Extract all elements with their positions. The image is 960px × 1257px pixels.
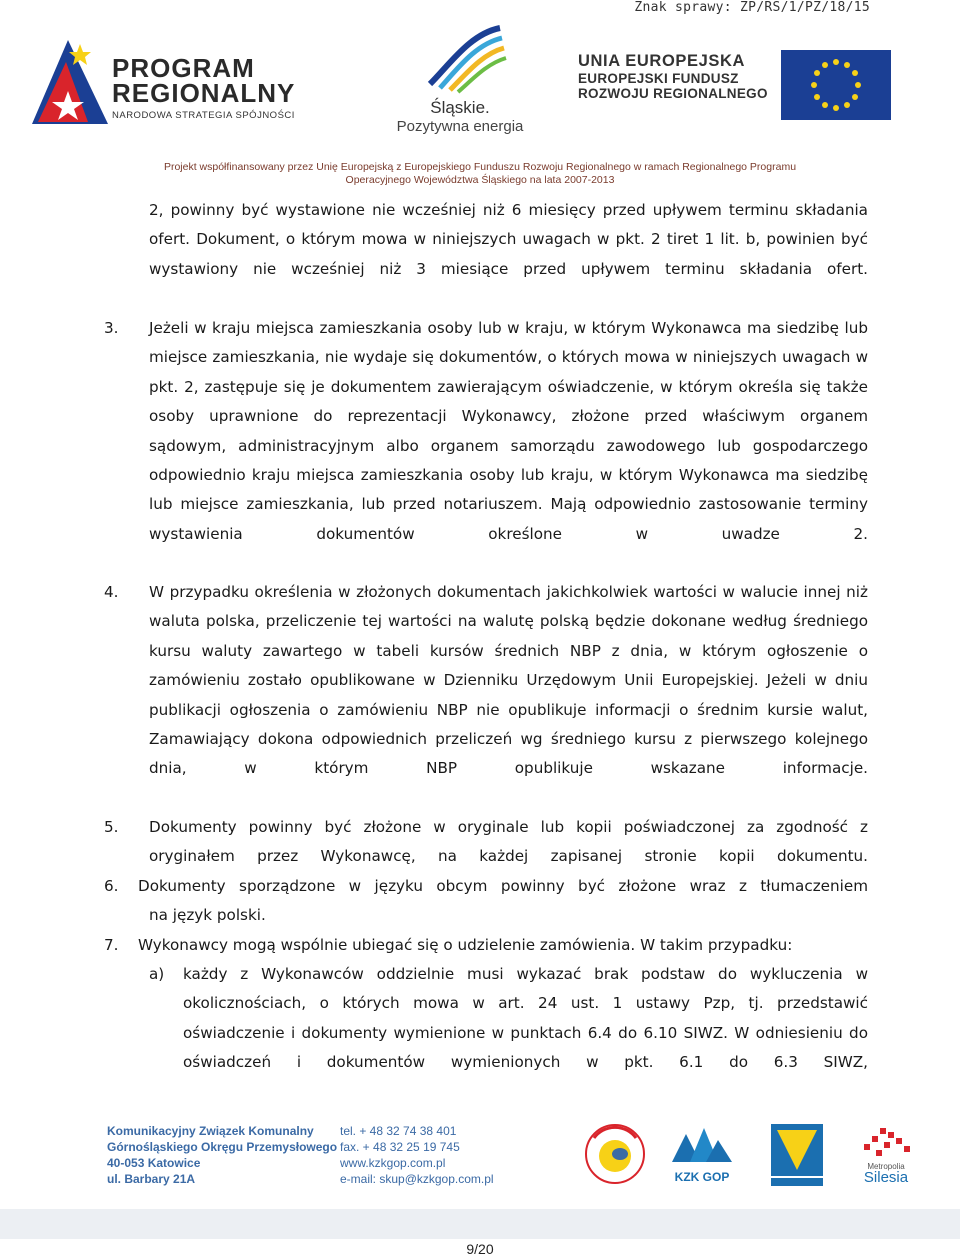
item-4-number: 4. [104, 583, 119, 601]
silesia-label: Silesia [863, 1169, 909, 1186]
eu-logo-line1: UNIA EUROPEJSKA [578, 52, 745, 70]
item-5-text: Dokumenty powinny być złożone w oryginale lub kopii poświadczonej za zgodność z oryginałem przez Wykonawcę, na każdej zapisanej stronie kopii dokumentu. [149, 818, 868, 866]
eu-logo-line3: ROZWOJU REGIONALNEGO [578, 86, 768, 101]
footer-org-line2: Górnośląskiego Okręgu Przemysłowego [107, 1140, 338, 1154]
footer-contact [340, 1123, 494, 1187]
program-title-line2: REGIONALNY [112, 78, 296, 108]
kzk-gop-label: KZK GOP [674, 1170, 730, 1184]
footer-org-line3: 40-053 Katowice [107, 1156, 201, 1170]
page-number: 9/20 [466, 1241, 494, 1257]
cofinancing-line1: Projekt współfinansowany przez Unię Europejską z Europejskiego Funduszu Rozwoju Regionalnego w ramach Regionalnego Programu [163, 161, 797, 173]
footer-org-line4: ul. Barbary 21A [107, 1172, 196, 1186]
silesia-region-logo-icon [771, 1124, 823, 1186]
program-regionalny-logo [30, 36, 330, 126]
item-7-text: Wykonawcy mogą wspólnie ubiegać się o udzielenie zamówienia. W takim przypadku: [138, 936, 793, 954]
metropolia-silesia-grid-icon [860, 1128, 912, 1158]
program-subtitle: NARODOWA STRATEGIA SPÓJNOŚCI [112, 110, 295, 121]
item-3-number: 3. [104, 319, 119, 337]
metropolia-silesia-logo [856, 1128, 916, 1185]
footer-band [0, 1209, 960, 1239]
item-7-number: 7. [104, 936, 119, 954]
item-5-number: 5. [104, 818, 119, 836]
program-title-line1: PROGRAM [112, 53, 255, 83]
footer-organization [107, 1123, 337, 1187]
eu-logo [578, 50, 908, 120]
footer-fax: fax. + 48 32 25 19 745 [340, 1140, 460, 1154]
item-4-text: W przypadku określenia w złożonych dokumentach jakichkolwiek wartości w walucie innej niż waluta polska, przeliczenie tej wartości na walutę polską będzie dokonane według średniego kursu waluty zawartego w tabeli kursów średnich NBP z dnia, w którym ogłoszenie o zamówieniu zostało opublikowane w Dzienniku Urzędowym Unii Europejskiej. Jeżeli w dniu publikacji ogłoszenia o zamówieniu NBP nie opublikuje informacji o średnim kursie walut, Zamawiający dokona odpowiednich przeliczeń wg średniego kursu z pierwszego kolejnego dnia, w którym NBP opublikuje wskazane informacje. [149, 583, 868, 778]
kzk-gop-mark-icon [672, 1124, 732, 1166]
item-7a-text: każdy z Wykonawców oddzielnie musi wykazać brak podstaw do wykluczenia w okolicznościach, o których mowa w art. 24 ust. 1 ustawy Pzp, tj. przedstawić oświadczenie i dokumenty wymienione w punktach 6.4 do 6.10 SIWZ. W odniesieniu do oświadczeń i dokumentów wymienionych w pkt. 6.1 do 6.3 SIWZ, [183, 965, 868, 1072]
eu-flag-icon [781, 50, 891, 120]
slaskie-tagline: Pozytywna energia [396, 118, 524, 135]
footer-tel: tel. + 48 32 74 38 401 [340, 1124, 457, 1138]
case-reference: Znak sprawy: ZP/RS/1/PZ/18/15 [634, 0, 870, 15]
item-3-text: Jeżeli w kraju miejsca zamieszkania osoby lub w kraju, w którym Wykonawca ma siedzibę lub miejsce zamieszkania, nie wydaje się dokumentów, o których mowa w niniejszych uwagach w pkt. 2, zastępuje się je dokumentem zawierającym oświadczenie, w którym określa się także osoby uprawnione do reprezentacji Wykonawcy, złożone przed właściwym organem sądowym, administracyjnym albo organem samorządu zawodowego lub gospodarczego odpowiednio kraju miejsca zamieszkania osoby lub kraju, w którym Wykonawca ma siedzibę lub miejsce zamieszkania, lub przed notariuszem. Mają odpowiednio zastosowanie terminy wystawienia dokumentów określone w uwadze 2. [149, 319, 868, 543]
kzk-gop-logo [668, 1124, 736, 1188]
item-6-number: 6. [104, 877, 119, 895]
item-6-line2: na język polski. [149, 906, 266, 924]
slaska-karta-logo-icon [584, 1118, 646, 1190]
slaskie-logo [380, 24, 540, 134]
footer-email-link[interactable]: e-mail: skup@kzkgop.com.pl [340, 1172, 494, 1186]
metropolia-label: Metropolia [867, 1162, 905, 1171]
item-6-line1: Dokumenty sporządzone w języku obcym powinny być złożone wraz z tłumaczeniem [138, 877, 868, 895]
footer-org-line1: Komunikacyjny Związek Komunalny [107, 1124, 314, 1138]
cofinancing-note [80, 161, 880, 187]
paragraph-2-continuation: 2, powinny być wystawione nie wcześniej niż 6 miesięcy przed upływem terminu składania ofert. Dokument, o którym mowa w niniejszych uwagach w pkt. 2 tiret 1 lit. b, powinien być wystawiony nie wcześniej niż 3 miesiące przed upływem terminu składania ofert. [149, 201, 868, 278]
footer-www-link[interactable]: www.kzkgop.com.pl [340, 1156, 446, 1170]
eu-logo-line2: EUROPEJSKI FUNDUSZ [578, 71, 739, 86]
item-7a-number: a) [149, 965, 165, 983]
program-star-icon [30, 36, 110, 126]
slaskie-name: Śląskie. [430, 98, 490, 117]
slaskie-swirl-icon [410, 24, 510, 94]
cofinancing-line2: Operacyjnego Województwa Śląskiego na lata 2007-2013 [345, 174, 615, 186]
